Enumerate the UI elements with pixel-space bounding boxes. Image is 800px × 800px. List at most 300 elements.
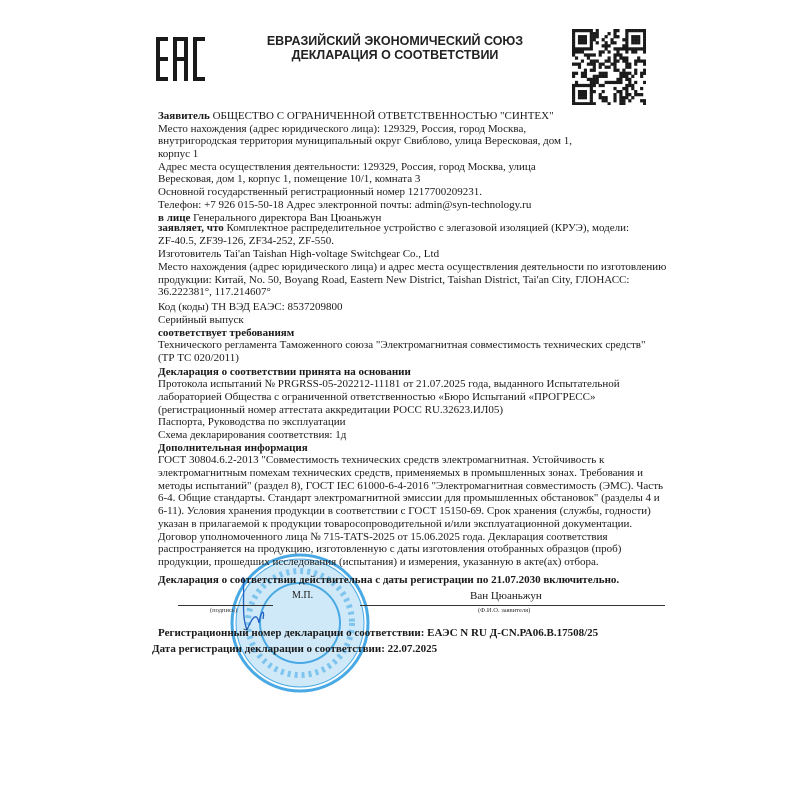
qr-module xyxy=(643,47,646,50)
qr-module xyxy=(596,29,599,32)
qr-module xyxy=(643,81,646,84)
qr-module xyxy=(613,53,616,56)
qr-module xyxy=(581,96,584,99)
qr-module xyxy=(599,72,602,75)
qr-module xyxy=(622,44,625,47)
qr-module xyxy=(619,56,622,59)
qr-module xyxy=(608,102,611,105)
qr-module xyxy=(581,47,584,50)
qr-module xyxy=(628,29,631,32)
qr-module xyxy=(622,38,625,41)
declares-line: 36.222381°, 117.214607° xyxy=(158,286,271,299)
representative-text: Генерального директора Ван Цюаньжун xyxy=(190,211,382,224)
registration-number: Регистрационный номер декларации о соответствии: ЕАЭС N RU Д-CN.РА06.В.17508/25 xyxy=(158,627,599,639)
registration-date: Дата регистрации декларации о соответствии: 22.07.2025 xyxy=(152,643,438,655)
qr-module xyxy=(602,50,605,53)
qr-module xyxy=(637,56,640,59)
qr-module xyxy=(584,75,587,78)
qr-module xyxy=(572,93,575,96)
qr-module xyxy=(593,78,596,81)
qr-module xyxy=(625,29,628,32)
qr-module xyxy=(608,59,611,62)
qr-module xyxy=(602,44,605,47)
qr-module xyxy=(643,63,646,66)
qr-module xyxy=(581,35,584,38)
applicant-line: Основной государственный регистрационный номер 1217700209231. xyxy=(158,186,483,199)
qr-module xyxy=(628,63,631,66)
qr-module xyxy=(643,32,646,35)
qr-module xyxy=(578,35,581,38)
qr-module xyxy=(575,102,578,105)
qr-module xyxy=(619,81,622,84)
qr-module xyxy=(640,29,643,32)
qr-module xyxy=(599,63,602,66)
qr-module xyxy=(625,38,628,41)
qr-module xyxy=(628,93,631,96)
qr-module xyxy=(575,84,578,87)
qr-module xyxy=(572,50,575,53)
qr-module xyxy=(637,41,640,44)
qr-module xyxy=(572,32,575,35)
qr-module xyxy=(584,84,587,87)
qr-module xyxy=(587,84,590,87)
qr-module xyxy=(593,81,596,84)
declares-line: ZF-40.5, ZF39-126, ZF34-252, ZF-550. xyxy=(158,234,334,247)
basis-line: Протокола испытаний № PRGRSS-05-202212-11181 от 21.07.2025 года, выданного Испытательной xyxy=(158,378,620,391)
qr-module xyxy=(590,44,593,47)
qr-module xyxy=(578,38,581,41)
eac-logo xyxy=(156,37,206,81)
qr-module xyxy=(584,69,587,72)
qr-module xyxy=(631,87,634,90)
qr-module xyxy=(619,78,622,81)
title-union: ЕВРАЗИЙСКИЙ ЭКОНОМИЧЕСКИЙ СОЮЗ xyxy=(266,34,524,48)
qr-module xyxy=(637,35,640,38)
qr-module xyxy=(643,99,646,102)
additional-line: электромагнитным помехам технических средств, применяемых в промышленных зонах. Требования и xyxy=(158,467,643,480)
qr-module xyxy=(616,50,619,53)
qr-module xyxy=(590,90,593,93)
qr-module xyxy=(593,75,596,78)
qr-module xyxy=(578,66,581,69)
qr-module xyxy=(581,59,584,62)
qr-module xyxy=(587,29,590,32)
qr-module xyxy=(643,72,646,75)
qr-module xyxy=(578,90,581,93)
qr-module xyxy=(640,47,643,50)
qr-module xyxy=(622,47,625,50)
qr-module xyxy=(613,87,616,90)
qr-module xyxy=(634,93,637,96)
qr-module xyxy=(596,75,599,78)
qr-module xyxy=(619,72,622,75)
qr-module xyxy=(619,90,622,93)
qr-module xyxy=(578,41,581,44)
qr-module xyxy=(587,63,590,66)
qr-module xyxy=(610,63,613,66)
qr-module xyxy=(584,35,587,38)
qr-module xyxy=(625,93,628,96)
qr-module xyxy=(637,47,640,50)
qr-module xyxy=(575,29,578,32)
qr-module xyxy=(625,44,628,47)
qr-module xyxy=(625,78,628,81)
qr-module xyxy=(613,29,616,32)
additional-line: 6-11). Условия хранения продукции в соответствии с ГОСТ 15150-69. Срок хранения (службы, годности) xyxy=(158,505,651,518)
qr-module xyxy=(599,75,602,78)
qr-module xyxy=(628,78,631,81)
basis-label: Декларация о соответствии принята на основании xyxy=(158,365,411,378)
representative-label: в лице xyxy=(158,211,191,224)
qr-module xyxy=(640,93,643,96)
qr-module xyxy=(605,96,608,99)
qr-module xyxy=(616,90,619,93)
qr-module xyxy=(631,29,634,32)
qr-module xyxy=(625,72,628,75)
additional-line: методы испытаний" (раздел 8), ГОСТ IEC 61000-6-4-2016 "Электромагнитная совместимость (ЭМС). Часть xyxy=(158,479,664,492)
qr-module xyxy=(619,102,622,105)
qr-module xyxy=(593,102,596,105)
qr-module xyxy=(572,75,575,78)
qr-module xyxy=(634,38,637,41)
qr-module xyxy=(634,72,637,75)
qr-module xyxy=(613,59,616,62)
qr-module xyxy=(596,41,599,44)
qr-module xyxy=(584,29,587,32)
qr-module xyxy=(575,56,578,59)
qr-module xyxy=(605,72,608,75)
qr-module xyxy=(631,35,634,38)
qr-module xyxy=(590,102,593,105)
declares-line: Место нахождения (адрес юридического лица) и адрес места осуществления деятельности по изготовлению xyxy=(158,261,667,274)
qr-module xyxy=(572,47,575,50)
qr-module xyxy=(575,72,578,75)
qr-module xyxy=(581,41,584,44)
qr-module xyxy=(590,84,593,87)
qr-module xyxy=(622,72,625,75)
qr-module xyxy=(628,47,631,50)
qr-module xyxy=(619,47,622,50)
qr-module xyxy=(616,35,619,38)
qr-module xyxy=(637,59,640,62)
qr-module xyxy=(572,63,575,66)
qr-module xyxy=(613,35,616,38)
declares-line: продукции: Китай, No. 50, Boyang Road, Eastern New District, Taishan District, Tai'an City, ГЛОНАСС: xyxy=(158,273,630,286)
basis-line: Схема декларирования соответствия: 1д xyxy=(158,429,347,441)
qr-module xyxy=(634,69,637,72)
qr-module xyxy=(613,32,616,35)
qr-module xyxy=(581,72,584,75)
additional-line: указан в прилагаемой к продукции товаросопроводительной и/или эксплуатационной документации. xyxy=(158,517,633,530)
qr-module xyxy=(584,41,587,44)
qr-module xyxy=(637,29,640,32)
qr-module xyxy=(572,44,575,47)
qr-module xyxy=(637,93,640,96)
qr-module xyxy=(619,99,622,102)
qr-module xyxy=(593,35,596,38)
qr-module xyxy=(610,81,613,84)
qr-module xyxy=(581,29,584,32)
qr-module xyxy=(631,47,634,50)
qr-module xyxy=(640,99,643,102)
additional-line: Договор уполномоченного лица № 715-TATS-2025 от 15.06.2025 года. Декларация соответствия xyxy=(158,530,608,543)
qr-module xyxy=(602,90,605,93)
qr-module xyxy=(572,90,575,93)
qr-module xyxy=(575,81,578,84)
qr-module xyxy=(581,75,584,78)
qr-module xyxy=(587,102,590,105)
qr-module xyxy=(578,84,581,87)
qr-module xyxy=(584,38,587,41)
qr-module xyxy=(643,38,646,41)
additional-line: ГОСТ 30804.6.2-2013 "Совместимость технических средств электромагнитная. Устойчивость к xyxy=(158,454,605,467)
applicant-line: Вересковая, дом 1, корпус 1, помещение 10/1, комната 3 xyxy=(158,173,421,186)
qr-module xyxy=(605,41,608,44)
qr-module xyxy=(613,96,616,99)
validity-statement: Декларация о соответствии действительна с даты регистрации по 21.07.2030 включительно. xyxy=(158,574,620,586)
qr-module xyxy=(590,99,593,102)
qr-module xyxy=(628,81,631,84)
qr-module xyxy=(631,75,634,78)
qr-module xyxy=(622,87,625,90)
qr-module xyxy=(643,35,646,38)
qr-module xyxy=(587,78,590,81)
basis-line: Паспорта, Руководства по эксплуатации xyxy=(158,416,346,429)
applicant-name: Ван Цюаньжун xyxy=(470,590,542,602)
qr-module xyxy=(608,81,611,84)
additional-line: распространяется на продукцию, изготовленную с даты изготовления отобранных образцов (проб) xyxy=(158,543,622,556)
qr-module xyxy=(572,41,575,44)
qr-module xyxy=(593,38,596,41)
qr-module xyxy=(613,41,616,44)
applicant-line: Телефон: +7 926 015-50-18 Адрес электронной почты: admin@syn-technology.ru xyxy=(158,198,532,211)
basis-line: лабораторией Общества с ограниченной ответственностью «Бюро Испытаний «ПРОГРЕСС» xyxy=(158,390,596,403)
qr-module xyxy=(643,41,646,44)
applicant-line: корпус 1 xyxy=(158,148,199,161)
qr-module xyxy=(613,69,616,72)
qr-module xyxy=(625,59,628,62)
qr-module xyxy=(572,84,575,87)
qr-module xyxy=(602,72,605,75)
qr-module xyxy=(590,96,593,99)
qr-module xyxy=(599,50,602,53)
qr-module xyxy=(572,87,575,90)
additional-line: продукции, прошедших исследования (испытания) и измерения, указанную в акте(ах) отбора. xyxy=(158,555,599,568)
declares-line: Изготовитель Tai'an Taishan High-voltage Switchgear Co., Ltd xyxy=(158,248,440,261)
qr-module xyxy=(587,56,590,59)
qr-module xyxy=(593,66,596,69)
qr-module xyxy=(581,38,584,41)
qr-module xyxy=(622,69,625,72)
qr-module xyxy=(593,69,596,72)
qr-module xyxy=(622,96,625,99)
qr-module xyxy=(575,47,578,50)
qr-module xyxy=(596,32,599,35)
qr-module xyxy=(590,29,593,32)
qr-module xyxy=(625,87,628,90)
qr-module xyxy=(631,50,634,53)
document-title xyxy=(250,34,540,62)
qr-module xyxy=(643,44,646,47)
qr-module xyxy=(578,50,581,53)
qr-module xyxy=(599,53,602,56)
qr-module xyxy=(578,63,581,66)
qr-module xyxy=(625,56,628,59)
applicant-label: Заявитель xyxy=(158,110,210,122)
qr-module xyxy=(625,90,628,93)
additional-label: Дополнительная информация xyxy=(158,441,308,454)
qr-module xyxy=(640,87,643,90)
qr-module xyxy=(578,47,581,50)
qr-module xyxy=(616,29,619,32)
qr-module xyxy=(593,59,596,62)
qr-module xyxy=(575,63,578,66)
qr-module xyxy=(602,38,605,41)
qr-module xyxy=(622,56,625,59)
signature-caption: (подпись) xyxy=(210,607,237,614)
qr-module xyxy=(590,63,593,66)
qr-module xyxy=(590,78,593,81)
qr-module xyxy=(625,35,628,38)
signature-line xyxy=(178,605,273,606)
qr-module xyxy=(596,81,599,84)
qr-module xyxy=(584,53,587,56)
conforms-label: соответствует требованиям xyxy=(158,326,295,339)
qr-module xyxy=(572,53,575,56)
qr-module xyxy=(590,59,593,62)
qr-module xyxy=(581,84,584,87)
declares-section xyxy=(158,222,666,569)
qr-module xyxy=(572,102,575,105)
qr-module xyxy=(602,96,605,99)
qr-module xyxy=(596,35,599,38)
name-caption: (Ф.И.О. заявителя) xyxy=(478,607,531,614)
qr-module xyxy=(605,81,608,84)
qr-module xyxy=(590,93,593,96)
qr-module xyxy=(625,63,628,66)
qr-module xyxy=(619,53,622,56)
qr-module xyxy=(599,96,602,99)
qr-module xyxy=(625,32,628,35)
qr-module xyxy=(640,75,643,78)
qr-module xyxy=(631,38,634,41)
qr-module xyxy=(628,66,631,69)
qr-module xyxy=(590,87,593,90)
qr-module xyxy=(599,93,602,96)
qr-module xyxy=(634,41,637,44)
qr-module xyxy=(596,78,599,81)
qr-module xyxy=(631,96,634,99)
qr-module xyxy=(613,93,616,96)
qr-module xyxy=(634,63,637,66)
qr-module xyxy=(625,41,628,44)
qr-module xyxy=(610,41,613,44)
qr-module xyxy=(578,29,581,32)
qr-module xyxy=(634,35,637,38)
qr-module xyxy=(625,84,628,87)
qr-module xyxy=(602,84,605,87)
qr-module xyxy=(613,66,616,69)
qr-module xyxy=(634,50,637,53)
qr-module xyxy=(625,75,628,78)
declares-label: заявляет, что xyxy=(158,222,224,234)
qr-module xyxy=(572,72,575,75)
qr-module xyxy=(572,38,575,41)
qr-module xyxy=(643,59,646,62)
qr-module xyxy=(637,38,640,41)
qr-code[interactable] xyxy=(572,29,646,105)
qr-module xyxy=(616,53,619,56)
qr-module xyxy=(584,47,587,50)
qr-module xyxy=(608,44,611,47)
qr-module xyxy=(625,47,628,50)
qr-module xyxy=(610,38,613,41)
qr-module xyxy=(616,59,619,62)
seal-place-label: М.П. xyxy=(292,590,314,601)
qr-module xyxy=(590,81,593,84)
applicant-line: Место нахождения (адрес юридического лица): 129329, Россия, город Москва, xyxy=(158,122,527,135)
qr-module xyxy=(616,69,619,72)
qr-module xyxy=(634,81,637,84)
qr-module xyxy=(616,78,619,81)
qr-module xyxy=(631,41,634,44)
qr-module xyxy=(605,66,608,69)
qr-module xyxy=(581,102,584,105)
qr-module xyxy=(596,59,599,62)
qr-module xyxy=(593,90,596,93)
qr-module xyxy=(634,29,637,32)
qr-module xyxy=(584,90,587,93)
qr-module xyxy=(593,84,596,87)
qr-module xyxy=(640,72,643,75)
serial-production: Серийный выпуск xyxy=(158,313,244,326)
qr-module xyxy=(605,35,608,38)
qr-module xyxy=(608,32,611,35)
qr-module xyxy=(590,35,593,38)
qr-module xyxy=(631,84,634,87)
additional-line: 6-4. Общие стандарты. Стандарт электромагнитной эмиссии для промышленных обстановок" (разделы 4 и xyxy=(158,492,660,505)
qr-module xyxy=(622,59,625,62)
qr-module xyxy=(622,75,625,78)
qr-module xyxy=(572,29,575,32)
qr-module xyxy=(593,32,596,35)
qr-module xyxy=(605,44,608,47)
qr-module xyxy=(572,35,575,38)
applicant-line: внутригородская территория муниципальный округ Свиблово, улица Вересковая, дом 1, xyxy=(158,135,573,148)
qr-module xyxy=(625,96,628,99)
qr-module xyxy=(581,90,584,93)
qr-module xyxy=(634,90,637,93)
qr-module xyxy=(619,96,622,99)
qr-module xyxy=(640,59,643,62)
name-line xyxy=(360,605,665,606)
qr-module xyxy=(590,53,593,56)
qr-module xyxy=(605,47,608,50)
qr-module xyxy=(608,56,611,59)
qr-module xyxy=(625,50,628,53)
qr-module xyxy=(605,59,608,62)
applicant-section xyxy=(158,110,572,224)
qr-module xyxy=(613,81,616,84)
qr-module xyxy=(613,47,616,50)
qr-module xyxy=(608,50,611,53)
qr-module xyxy=(581,50,584,53)
qr-module xyxy=(578,96,581,99)
conforms-line: (ТР ТС 020/2011) xyxy=(158,351,239,364)
qr-module xyxy=(587,53,590,56)
qr-module xyxy=(628,72,631,75)
qr-module xyxy=(605,75,608,78)
